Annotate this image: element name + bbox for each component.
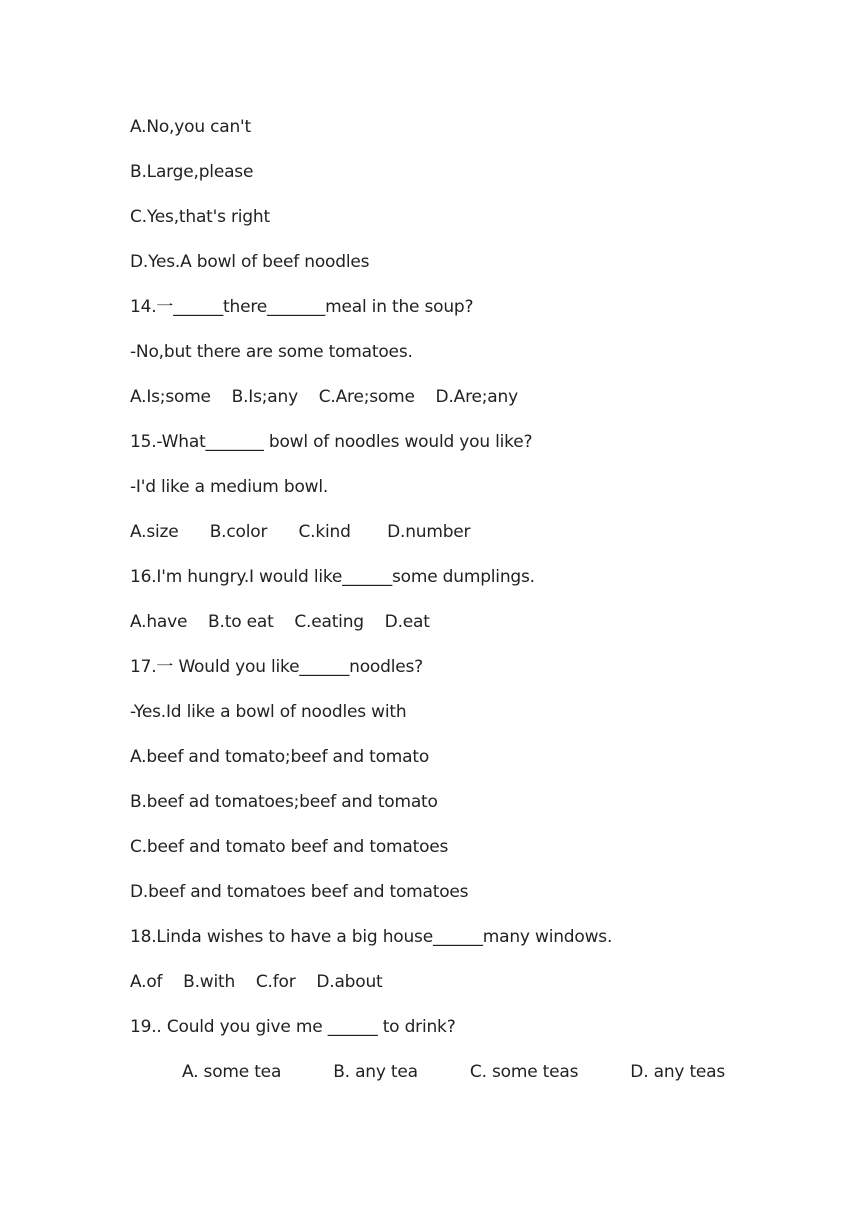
q16-question: 16.I'm hungry.I would like______some dumplings. [130, 567, 535, 587]
q15-question: 15.-What_______ bowl of noodles would you like? [130, 432, 533, 452]
q13-option-a: A.No,you can't [130, 117, 251, 137]
q15-answer-line: -I'd like a medium bowl. [130, 477, 329, 497]
q17-option-a: A.beef and tomato;beef and tomato [130, 747, 430, 767]
q14-options: A.Is;some B.Is;any C.Are;some D.Are;any [130, 387, 518, 407]
q14-question: 14.一______there_______meal in the soup? [130, 297, 474, 317]
q19-options: A. some tea B. any tea C. some teas D. any teas [182, 1062, 726, 1082]
q17-option-b: B.beef ad tomatoes;beef and tomato [130, 792, 438, 812]
q13-option-b: B.Large,please [130, 162, 254, 182]
q13-option-d: D.Yes.A bowl of beef noodles [130, 252, 370, 272]
q17-question: 17.一 Would you like______noodles? [130, 657, 423, 677]
q18-question: 18.Linda wishes to have a big house______many windows. [130, 927, 613, 947]
q18-options: A.of B.with C.for D.about [130, 972, 383, 992]
q16-options: A.have B.to eat C.eating D.eat [130, 612, 430, 632]
q15-options: A.size B.color C.kind D.number [130, 522, 471, 542]
q13-option-c: C.Yes,that's right [130, 207, 270, 227]
q19-question: 19.. Could you give me ______ to drink? [130, 1017, 456, 1037]
q17-option-c: C.beef and tomato beef and tomatoes [130, 837, 449, 857]
q17-answer-line: -Yes.Id like a bowl of noodles with [130, 702, 407, 722]
q14-answer-line: -No,but there are some tomatoes. [130, 342, 413, 362]
q17-option-d: D.beef and tomatoes beef and tomatoes [130, 882, 469, 902]
